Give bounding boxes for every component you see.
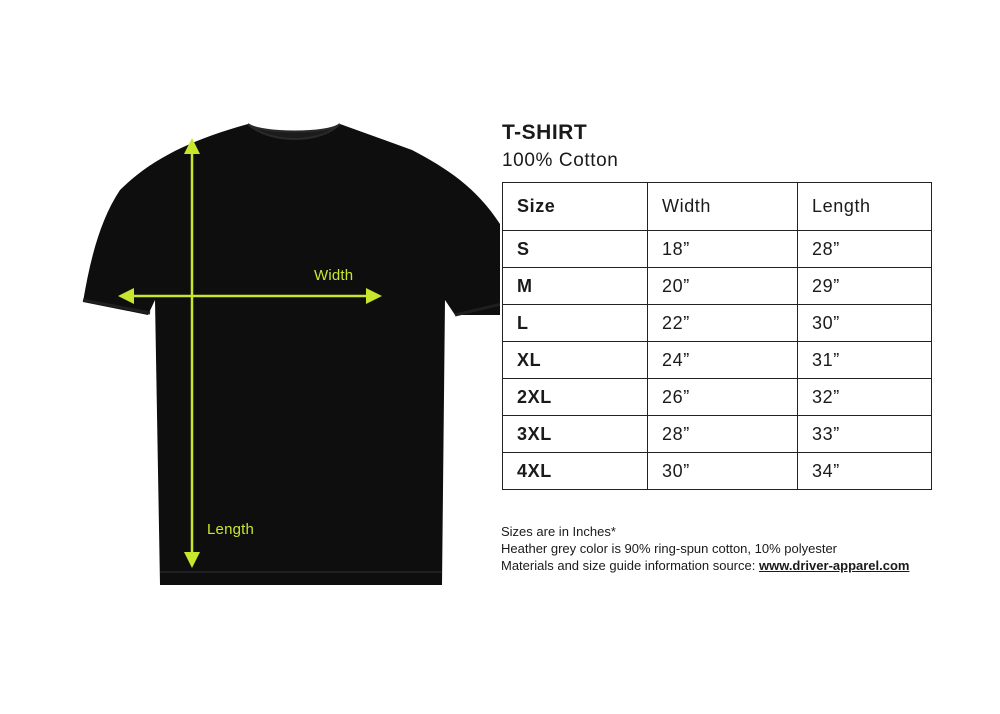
length-cell: 33” [798, 416, 932, 453]
note-source [501, 557, 909, 574]
size-chart-table [502, 182, 932, 490]
size-cell: 2XL [503, 379, 648, 416]
header-width: Width [648, 183, 798, 231]
width-cell: 22” [648, 305, 798, 342]
length-cell: 32” [798, 379, 932, 416]
size-notes [501, 523, 909, 574]
width-cell: 18” [648, 231, 798, 268]
length-label: Length [207, 521, 255, 538]
size-cell: M [503, 268, 648, 305]
size-cell: XL [503, 342, 648, 379]
note-heather-grey: Heather grey color is 90% ring-spun cotton, 10% polyester [501, 541, 838, 556]
header-length: Length [798, 183, 932, 231]
size-cell: 3XL [503, 416, 648, 453]
length-cell: 30” [798, 305, 932, 342]
table-row [503, 453, 932, 490]
width-cell: 24” [648, 342, 798, 379]
size-cell: L [503, 305, 648, 342]
width-cell: 28” [648, 416, 798, 453]
tshirt-shape [83, 124, 500, 585]
table-row [503, 379, 932, 416]
width-cell: 26” [648, 379, 798, 416]
size-cell: S [503, 231, 648, 268]
tshirt-illustration [80, 110, 500, 600]
table-row [503, 342, 932, 379]
length-cell: 34” [798, 453, 932, 490]
table-row [503, 416, 932, 453]
width-label: Width [314, 267, 354, 284]
note-units: Sizes are in Inches* [501, 524, 616, 539]
table-row [503, 305, 932, 342]
length-cell: 28” [798, 231, 932, 268]
product-material: 100% Cotton [502, 150, 619, 171]
header-size: Size [503, 183, 648, 231]
width-cell: 20” [648, 268, 798, 305]
source-link[interactable]: www.driver-apparel.com [758, 558, 910, 573]
size-cell: 4XL [503, 453, 648, 490]
tshirt-diagram [80, 110, 500, 600]
product-title: T-SHIRT [502, 121, 588, 144]
table-row [503, 231, 932, 268]
length-cell: 31” [798, 342, 932, 379]
width-cell: 30” [648, 453, 798, 490]
table-row [503, 268, 932, 305]
note-source-prefix: Materials and size guide information source: [501, 558, 759, 573]
table-header-row [503, 183, 932, 231]
length-cell: 29” [798, 268, 932, 305]
